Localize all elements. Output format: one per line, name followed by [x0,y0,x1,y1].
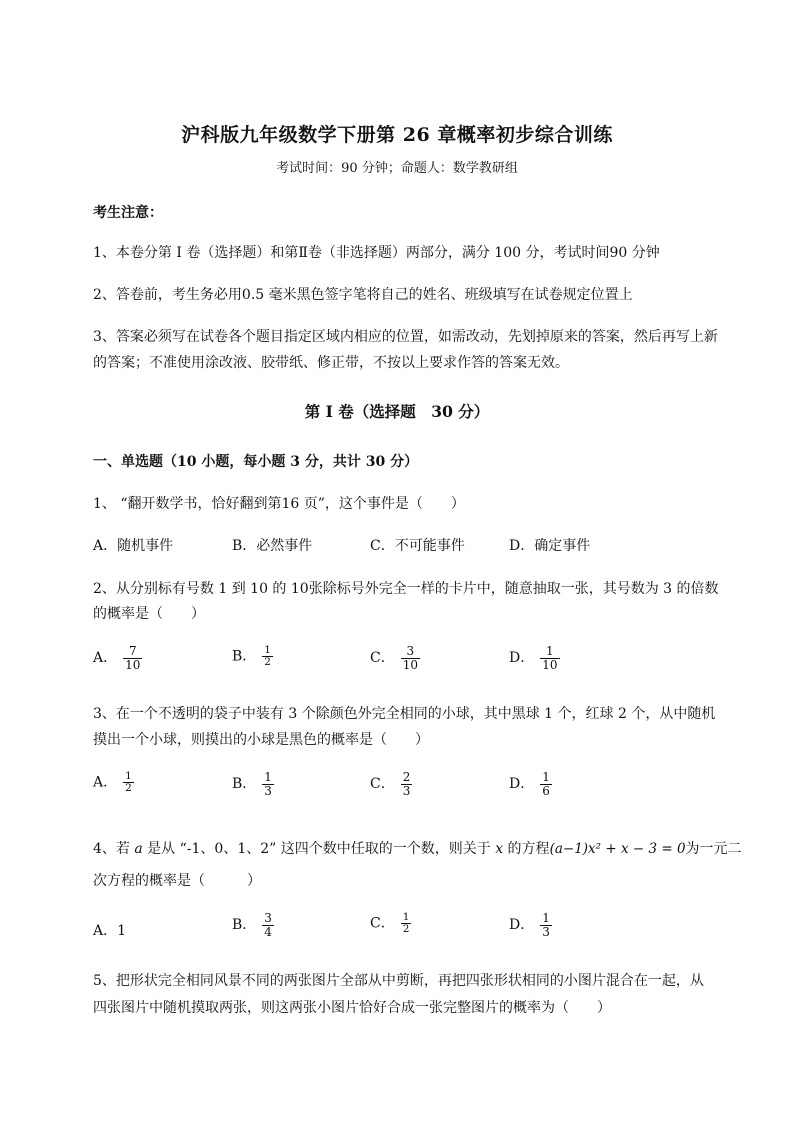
page-title: 沪科版九年级数学下册第 26 章概率初步综合训练 [181,124,613,146]
quadratic-equation: (a−1)x² + x − 3 = 0 [549,841,686,857]
question-3-option-c: C． $\frac{2}{3}$ [370,770,411,798]
variable-a: a [134,841,143,857]
question-1-option-b: B．必然事件 [232,538,313,554]
question-2-option-a: A． $\frac{7}{10}$ [93,644,141,672]
question-2-stem-cont: 的概率是（ ） [93,606,205,622]
question-4-option-b: B． $\frac{3}{4}$ [232,911,272,939]
question-4-option-d: D． $\frac{1}{3}$ [509,911,550,939]
question-1-option-a: A．随机事件 [93,538,174,554]
question-2-stem: 2、从分别标有号数 1 到 10 的 10张除标号外完全一样的卡片中，随意抽取一张，其号数为 3 的倍数 [93,581,719,597]
question-4-option-c: C． $\frac{1}{2}$ [370,911,410,936]
question-5-stem: 5、把形状完全相同风景不同的两张图片全部从中剪断，再把四张形状相同的小图片混合在一起，从 [93,973,704,989]
section-title: 第 I 卷（选择题 30 分） [304,402,490,421]
notice-item-3-cont: 的答案；不准使用涂改液、胶带纸、修正带，不按以上要求作答的答案无效。 [93,355,569,371]
question-3-option-a: A． $\frac{1}{2}$ [93,770,132,795]
question-4-stem: 4、若 a 是从 “-1、0、1、2” 这四个数中任取的一个数，则关于 x 的方程(a−1)x² + x − 3 = 0为一元二 [93,841,742,857]
question-4-stem-cont: 次方程的概率是（ ） [93,873,261,889]
variable-x: x [495,841,504,857]
notice-item-1: 1、本卷分第 I 卷（选择题）和第Ⅱ卷（非选择题）两部分，满分 100 分，考试时间90 分钟 [93,245,660,261]
question-2-option-d: D． $\frac{1}{10}$ [509,644,558,672]
question-4-option-a: A．1 [93,923,127,939]
question-1-option-d: D．确定事件 [509,538,591,554]
part-heading: 一、单选题（10 小题，每小题 3 分，共计 30 分） [93,454,419,470]
notice-item-2: 2、答卷前，考生务必用0.5 毫米黑色签字笔将自己的姓名、班级填写在试卷规定位置上 [93,287,633,303]
question-3-stem: 3、在一个不透明的袋子中装有 3 个除颜色外完全相同的小球，其中黑球 1 个，红球 2 个，从中随机 [93,706,716,722]
question-3-option-d: D． $\frac{1}{6}$ [509,770,550,798]
question-3-stem-cont: 摸出一个小球，则摸出的小球是黑色的概率是（ ） [93,732,429,748]
notice-heading: 考生注意： [93,205,163,221]
exam-info: 考试时间：90 分钟；命题人：数学教研组 [276,161,518,176]
question-3-option-b: B． $\frac{1}{3}$ [232,770,272,798]
question-2-option-c: C． $\frac{3}{10}$ [370,644,418,672]
notice-item-3: 3、答案必须写在试卷各个题目指定区域内相应的位置，如需改动，先划掉原来的答案，然后再写上新 [93,329,718,345]
question-2-option-b: B． $\frac{1}{2}$ [232,644,271,669]
question-5-stem-cont: 四张图片中随机摸取两张，则这两张小图片恰好合成一张完整图片的概率为（ ） [93,1000,611,1016]
question-1-option-c: C．不可能事件 [370,538,465,554]
question-1-stem: 1、 “翻开数学书，恰好翻到第16 页”，这个事件是（ ） [93,496,465,512]
